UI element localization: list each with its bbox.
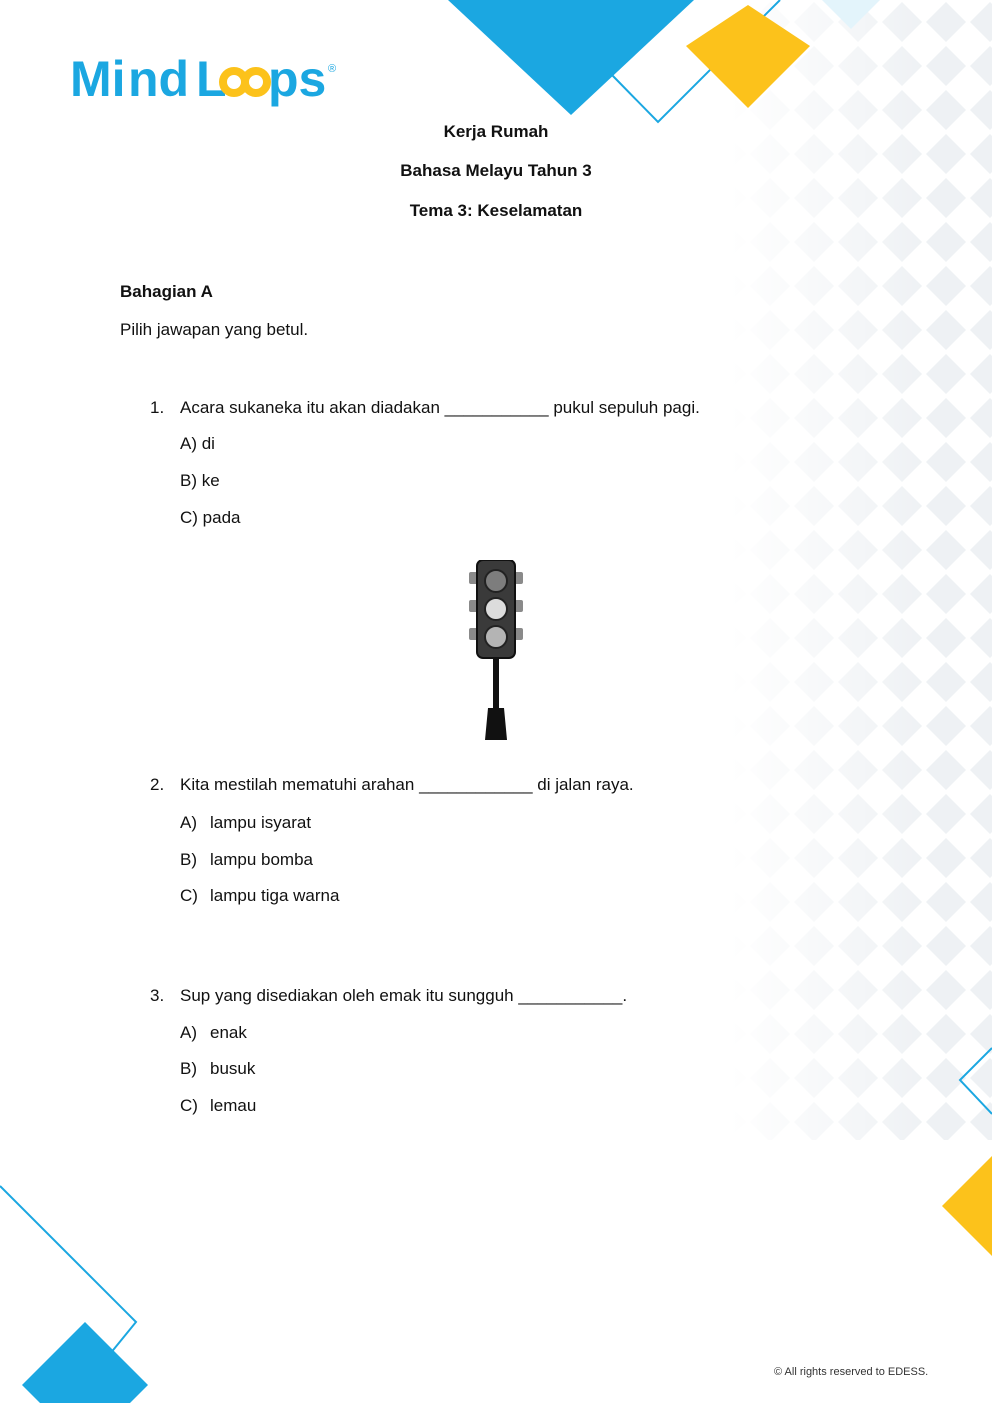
question-2-text: Kita mestilah mematuhi arahan ____________ di jalan raya.	[180, 775, 634, 794]
question-1-number: 1.	[150, 398, 165, 417]
question-2-option-b[interactable]: lampu bomba	[210, 850, 314, 869]
section-instruction: Pilih jawapan yang betul.	[120, 320, 309, 339]
copyright-footer: © All rights reserved to EDESS.	[774, 1366, 929, 1378]
svg-text:ps: ps	[268, 52, 327, 107]
worksheet-theme: Tema 3: Keselamatan	[409, 201, 583, 220]
question-3-option-a-label[interactable]: A)	[180, 1023, 197, 1042]
svg-text:Mi: Mi	[70, 52, 126, 107]
question-2-option-b-label[interactable]: B)	[180, 850, 197, 869]
loop-icon	[223, 71, 267, 93]
question-1-option-c[interactable]: C) pada	[180, 508, 241, 527]
question-3-option-c-label[interactable]: C)	[180, 1096, 198, 1115]
question-3-option-b-label[interactable]: B)	[180, 1059, 197, 1078]
bottom-left-decoration	[0, 1186, 148, 1403]
svg-text:nd: nd	[128, 52, 190, 107]
question-1-option-a[interactable]: A) di	[180, 434, 215, 453]
svg-text:L: L	[196, 52, 227, 107]
question-3-option-b[interactable]: busuk	[210, 1059, 256, 1078]
question-2-option-a-label[interactable]: A)	[180, 813, 197, 832]
question-2-option-a[interactable]: lampu isyarat	[210, 813, 312, 832]
traffic-light-icon	[466, 560, 526, 742]
mindloops-logo	[70, 52, 360, 112]
question-3-option-c[interactable]: lemau	[210, 1096, 257, 1115]
question-2-option-c-label[interactable]: C)	[180, 886, 198, 905]
question-2-option-c[interactable]: lampu tiga warna	[210, 886, 340, 905]
worksheet-title: Kerja Rumah	[443, 122, 549, 141]
question-2-number: 2.	[150, 775, 165, 794]
question-1-text: Acara sukaneka itu akan diadakan ___________ pukul sepuluh pagi.	[180, 398, 700, 417]
worksheet-subject: Bahasa Melayu Tahun 3	[400, 161, 592, 180]
question-3-text: Sup yang disediakan oleh emak itu sungguh ___________.	[180, 986, 628, 1005]
section-title: Bahagian A	[120, 282, 213, 301]
svg-text:®: ®	[328, 63, 337, 75]
question-1-option-b[interactable]: B) ke	[180, 471, 220, 490]
question-3-option-a[interactable]: enak	[210, 1023, 247, 1042]
question-3-number: 3.	[150, 986, 165, 1005]
